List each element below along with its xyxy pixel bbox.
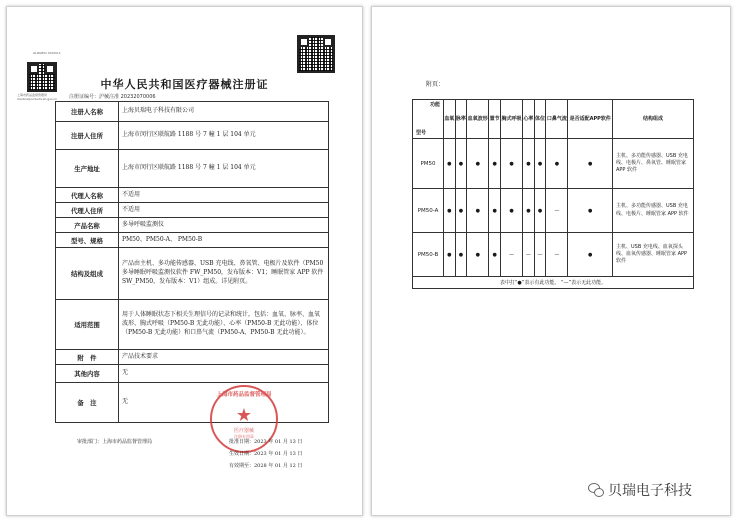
barcode-text: ALIDATIO XXXXX-1 [33,51,61,55]
column-header: 血氧 [444,100,456,139]
row-value: 不适用 [119,203,329,218]
row-value: 产品由主机、多功能传感器、USB 充电线、鼻氧管、电极片及软件（PM50 多导睡眠呼吸监测仪软件 FW_PM50，发布版本：V1；睡眠管家 APP 软件 SW_PM50，发布版本：V1）组成。详见附页。 [119,248,329,300]
column-header: 脉率 [455,100,467,139]
composition-cell: 主机、多功能传感器、USB 充电线、电极片、鼻氧管、睡眠管家 APP 软件 [613,139,694,189]
row-label: 注册人名称 [56,102,119,122]
attachment-heading: 附页： [426,81,445,88]
mark-cell: — [534,233,546,277]
row-label: 产品名称 [56,218,119,233]
watermark-text: 贝瑞电子科技 [608,483,692,499]
row-label: 其他内容 [56,365,119,383]
row-label: 附 件 [56,350,119,365]
mark-cell: ● [467,139,489,189]
mark-cell: — [546,189,568,233]
seal-line2: 注册专用章 [234,434,254,439]
mark-cell: ● [455,233,467,277]
mark-cell: ● [444,233,456,277]
seal-star-icon: ★ [235,405,253,426]
row-label: 型号、规格 [56,233,119,248]
approver: 审批部门：上海市药品监督管理局 [77,439,153,445]
wechat-icon [588,483,604,497]
issuer-tiny-text: 上海市药品监督管理局 medicalproducts.sh.gov.cn [17,93,58,101]
mark-cell: — [546,233,568,277]
mark-cell: ● [568,139,613,189]
approve-date: 批准日期：2023 年 01 月 13 日 [229,439,303,445]
mark-cell: ● [568,189,613,233]
mark-cell: — [500,233,522,277]
row-value: 无 [119,383,329,423]
row-label: 注册人住所 [56,122,119,150]
row-label: 备 注 [56,383,119,423]
row-value: 不适用 [119,188,329,203]
mark-cell: ● [444,139,456,189]
column-header: 置节 [489,100,501,139]
row-value: 多导呼吸监测仪 [119,218,329,233]
row-value: 上海市闵行区联航路 1188 号 7 幢 1 层 104 单元 [119,122,329,150]
mark-cell: ● [467,233,489,277]
mark-cell: ● [467,189,489,233]
column-header: 是否适配APP软件 [568,100,613,139]
model-cell: PM50 [413,139,444,189]
certificate-table [55,101,329,423]
mark-cell: ● [489,139,501,189]
row-label: 生产地址 [56,150,119,188]
seal-arc-text: 上海市药品监督管理局 [216,392,272,398]
table-row [413,189,694,233]
column-header: 口鼻气流 [546,100,568,139]
corner-bottom: 型号 [416,129,427,136]
mark-cell: ● [500,139,522,189]
certificate-title: 中华人民共和国医疗器械注册证 [100,78,269,91]
mark-cell: ● [568,233,613,277]
row-value: 无 [119,365,329,383]
mark-cell: ● [523,139,535,189]
column-header: 结构组成 [613,100,694,139]
qr-code-right [297,35,335,73]
column-header: 心率 [523,100,535,139]
function-table [412,99,694,289]
row-value: 用于人体睡眠状态下相关生理信号的记录和统计，包括：血氧、脉率、血氧波形、胸式呼吸（PM50-B 无此功能）、心率（PM50-B 无此功能）、体位（PM50-B 无此功能）和口鼻气流（PM50-A、PM50-B 无此功能）。 [119,300,329,350]
table-note: 表中打“●”表示有此功能。 “—”表示无此功能。 [413,277,694,289]
seal-line1: 医疗器械 [233,428,254,434]
row-value: 产品技术要求 [119,350,329,365]
corner-header [413,100,444,139]
effective-date: 生效日期：2023 年 01 月 13 日 [229,451,303,457]
registration-number: 注册证编号：沪械注准 20232070006 [69,94,156,100]
column-header: 胸式呼吸 [500,100,522,139]
mark-cell: ● [546,139,568,189]
mark-cell: ● [534,139,546,189]
row-label: 适用范围 [56,300,119,350]
model-cell: PM50-A [413,189,444,233]
attachment-page [371,6,731,516]
mark-cell: ● [500,189,522,233]
expiry-date: 有效期至：2028 年 01 月 12 日 [229,463,303,469]
composition-cell: 主机、USB 充电线、血氧探头线、血氧传感器、睡眠管家 APP 软件 [613,233,694,277]
row-label: 代理人名称 [56,188,119,203]
model-cell: PM50-B [413,233,444,277]
row-value: 上海贝瑞电子科技有限公司 [119,102,329,122]
certificate-page [6,6,363,516]
mark-cell: — [523,233,535,277]
column-header: 体位 [534,100,546,139]
composition-cell: 主机、多功能传感器、USB 充电线、电极片、睡眠管家 APP 软件 [613,189,694,233]
mark-cell: ● [523,189,535,233]
column-header: 血氧波形 [467,100,489,139]
mark-cell: ● [489,233,501,277]
mark-cell: ● [455,189,467,233]
table-row [413,139,694,189]
watermark [588,480,692,500]
mark-cell: ● [444,189,456,233]
mark-cell: ● [455,139,467,189]
row-label: 代理人住所 [56,203,119,218]
mark-cell: ● [489,189,501,233]
corner-top: 功能 [429,102,440,108]
row-label: 结构及组成 [56,248,119,300]
row-value: 上海市闵行区联航路 1188 号 7 幢 1 层 104 单元 [119,150,329,188]
row-value: PM50、PM50-A、 PM50-B [119,233,329,248]
table-row [413,233,694,277]
mark-cell: ● [534,189,546,233]
